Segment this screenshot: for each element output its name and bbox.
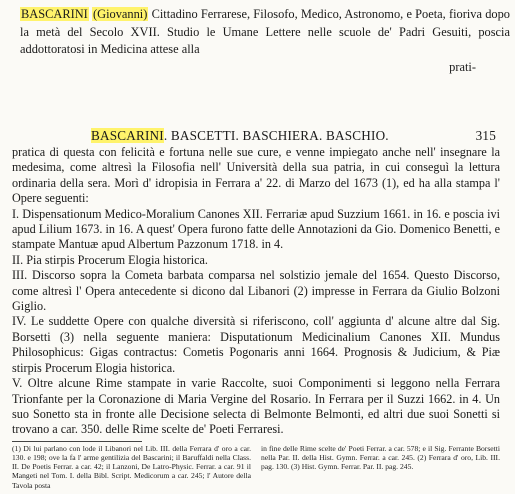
header-title	[91, 128, 389, 144]
paragraph: pratica di questa con felicità e fortuna nelle sue cure, e venne impiegato anche nell' insegnare la medesima, come altresì la Filosofia nell' Università della sua patria, in cui conseguì la lettura ordinaria della sera. Morì d' idropisia in Ferrara a' 22. di Marzo del 1673 (1), ed ha alla stampa l' Opere seguenti:	[12, 145, 500, 206]
page-number: 315	[475, 128, 496, 143]
paragraph: III. Discorso sopra la Cometa barbata comparsa nel solstizio jemale del 1654. Questo Discorso, come altresì l' Opera antecedente si dicono dal Libanori (2) impresse in Ferrara da Giulio Bolzoni Giglio.	[12, 268, 500, 314]
header-rest: . BASCETTI. BASCHIERA. BASCHIO.	[163, 128, 389, 143]
paragraph: I. Dispensationum Medico-Moralium Canones XII. Ferrariæ apud Suzzium 1661. in 16. e poscia ivi apud Lilium 1673. in 16. A quest' Opera furono fatte delle Annotazioni da Gio. Domenico Benetti, e stampate Mantuæ apud Albertum Pazzonum 1718. in 4.	[12, 206, 500, 252]
highlighted-header-name: BASCARINI	[91, 128, 164, 143]
footnote-rule	[12, 441, 142, 442]
footnotes-right-column	[261, 444, 500, 490]
paragraph: IV. Le suddette Opere con qualche diversità si riferiscono, coll' aggiunta d' alcune altre dal Sig. Borsetti (3) nella seguente maniera: Disputationum Medicinalium Canones XII. Mundus Philosophicus: Gigas contractus: Cometis Pogonaris anni 1664. Prognosis & Judicium, & Piæ stirpis Procerum Elogia historica.	[12, 314, 500, 375]
footnote-text: in fine delle Rime scelte de' Poeti Ferrar. a car. 578; e il Sig. Ferrante Borsetti nella Par. II. della Hist. Gymn. Ferrar. a car. 245. (2) Ferrara d' oro, Lib. III. pag. 130. (3) Hist. Gymn. Ferrar. Par. II. pag. 245.	[261, 443, 500, 472]
entry-text: Cittadino Ferrarese, Filosofo, Medico, Astronomo, e Poeta, fioriva dopo la metà del Secolo XVII. Studio le Umane Lettere nelle scuole de' Padri Gesuiti, poscia addottoratosi in Medicina attese alla	[20, 7, 510, 56]
given-name: (Giovanni)	[93, 7, 148, 21]
footnote-text: (1) Di lui parlano con lode il Libanori nel Lib. III. della Ferrara d' oro a car. 130. e 198; ove la fa l' arme gentilizia del Bascarini; il Baruffaldi nella Class. II. De Poetis Ferrar. a car. 42; il Lanzoni, De Latro-Physic. Ferrar. a car. 91 il Mangeti nel Tom. I. della Bibl. Script. Medicorum a car. 245; l' Autore della Tavola posta	[12, 443, 251, 490]
page-body	[12, 145, 500, 438]
catchword: prati-	[449, 59, 476, 74]
book-page	[12, 128, 500, 490]
paragraph: II. Pia stirpis Procerum Elogia historica.	[12, 252, 208, 267]
footnotes	[12, 444, 500, 490]
previous-page-entry	[20, 6, 510, 76]
running-header	[12, 128, 500, 144]
footnotes-left-column	[12, 444, 251, 490]
paragraph: V. Oltre alcune Rime stampate in varie Raccolte, suoi Componimenti si leggono nella Ferrara Trionfante per la Coronazione di Maria Vergine del Rosario. In Ferrara per il Suzzi 1662. in 4. Un suo Sonetto sta in fronte alle Decisione selecta di Belmonte Belmonti, ed altri due suoi Sonetti si trovano a car. 350. delle Rime scelte de' Poeti Ferraresi.	[12, 376, 500, 437]
highlighted-name: BASCARINI	[21, 7, 88, 21]
